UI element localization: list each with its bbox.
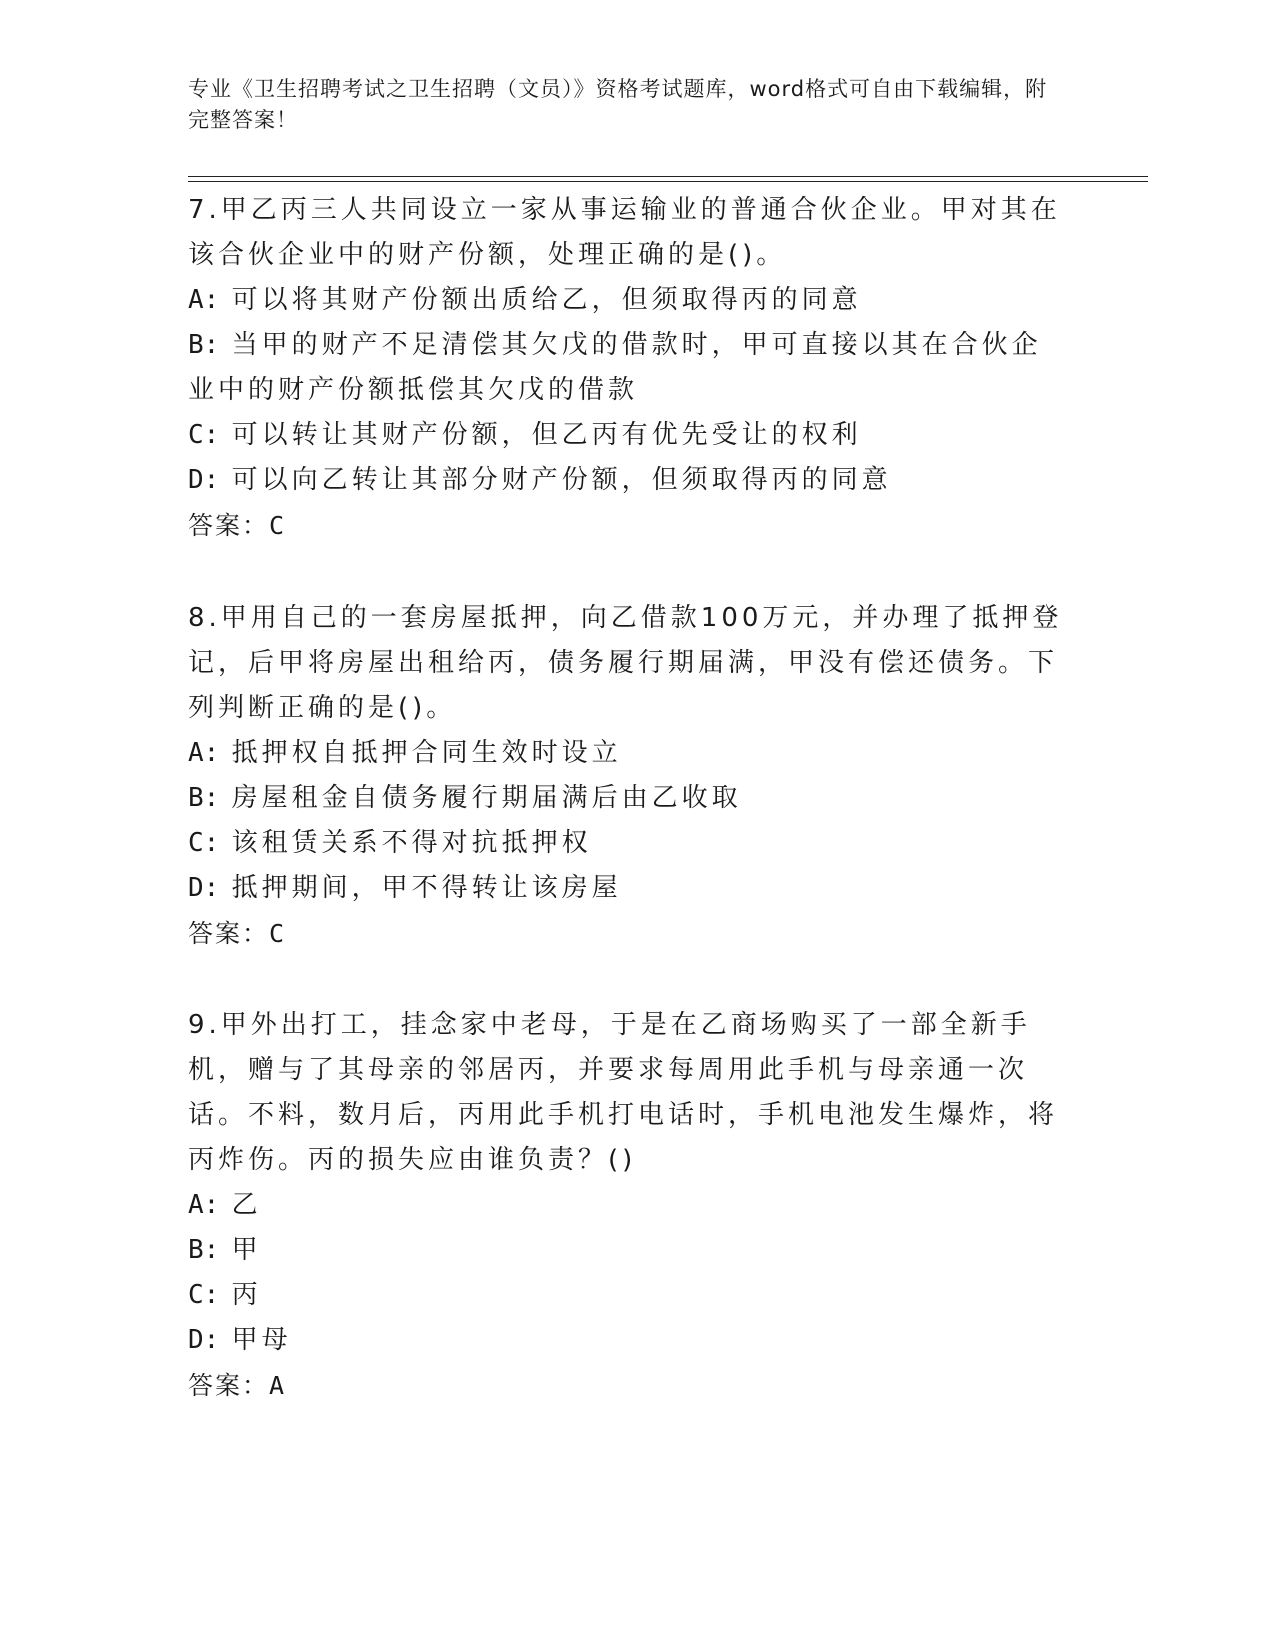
option-text: 当甲的财产不足清偿其欠戊的借款时，甲可直接以其在合伙企业中的财产份额抵偿其欠戊的借款 [188,330,1042,405]
option-c [188,1273,1068,1318]
question-8 [188,596,1068,956]
option-letter: A: [188,738,220,768]
option-letter: A: [188,1190,220,1220]
option-letter: C: [188,828,220,858]
option-letter: D: [188,1325,220,1355]
option-letter: D: [188,873,220,903]
header-divider-top [188,176,1148,177]
option-text: 该租赁关系不得对抗抵押权 [231,828,592,858]
option-b [188,776,1068,821]
option-text: 甲 [231,1235,262,1265]
option-letter: C: [188,420,220,450]
option-letter: D: [188,465,220,495]
option-d [188,1318,1068,1363]
answer-line [188,1363,1068,1408]
option-d [188,458,1068,503]
option-text: 乙 [231,1190,262,1220]
option-text: 抵押权自抵押合同生效时设立 [231,738,622,768]
option-letter: C: [188,1280,220,1310]
option-text: 可以将其财产份额出质给乙，但须取得丙的同意 [231,285,862,315]
option-text: 甲母 [231,1325,292,1355]
option-letter: B: [188,1235,220,1265]
answer-label: 答案： [188,919,270,948]
header-divider-bottom [188,181,1148,182]
answer-line [188,503,1068,548]
option-c [188,413,1068,458]
answer-value: C [269,919,285,948]
option-letter: B: [188,330,220,360]
answer-value: A [269,1371,285,1400]
option-b [188,1228,1068,1273]
option-text: 可以转让其财产份额，但乙丙有优先受让的权利 [231,420,862,450]
answer-value: C [269,511,285,540]
option-letter: B: [188,783,220,813]
question-stem: 7.甲乙丙三人共同设立一家从事运输业的普通合伙企业。甲对其在该合伙企业中的财产份额，处理正确的是()。 [188,195,1061,270]
question-9 [188,1003,1068,1408]
option-a [188,278,1068,323]
answer-line [188,911,1068,956]
option-text: 房屋租金自债务履行期届满后由乙收取 [231,783,742,813]
option-letter: A: [188,285,220,315]
option-b [188,323,1068,413]
option-a [188,1183,1068,1228]
document-header: 专业《卫生招聘考试之卫生招聘（文员）》资格考试题库，word格式可自由下载编辑，附完整答案！ [188,77,1048,132]
option-text: 丙 [231,1280,262,1310]
question-7 [188,188,1068,548]
answer-label: 答案： [188,511,270,540]
option-d [188,866,1068,911]
option-a [188,731,1068,776]
option-c [188,821,1068,866]
answer-label: 答案： [188,1371,270,1400]
option-text: 可以向乙转让其部分财产份额，但须取得丙的同意 [231,465,892,495]
question-stem: 8.甲用自己的一套房屋抵押，向乙借款100万元，并办理了抵押登记，后甲将房屋出租给丙，债务履行期届满，甲没有偿还债务。下列判断正确的是()。 [188,603,1063,723]
question-stem: 9.甲外出打工，挂念家中老母，于是在乙商场购买了一部全新手机，赠与了其母亲的邻居丙，并要求每周用此手机与母亲通一次话。不料，数月后，丙用此手机打电话时，手机电池发生爆炸，将丙炸伤。丙的损失应由谁负责？() [188,1010,1059,1175]
option-text: 抵押期间，甲不得转让该房屋 [231,873,622,903]
